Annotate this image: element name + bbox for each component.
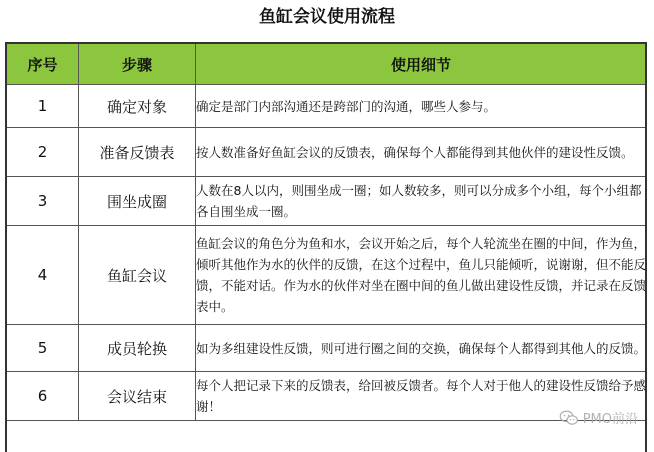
- table-row: [7, 128, 647, 177]
- process-table: [6, 43, 647, 421]
- row-index: 6: [7, 372, 79, 421]
- row-index: 3: [7, 177, 79, 226]
- row-step: 成员轮换: [79, 325, 196, 372]
- row-index: 5: [7, 325, 79, 372]
- page-title: 鱼缸会议使用流程: [259, 7, 395, 27]
- table-row: [7, 325, 647, 372]
- row-step: 确定对象: [79, 85, 196, 128]
- row-detail: 如为多组建设性反馈，则可进行圈之间的交换，确保每个人都得到其他人的反馈。: [196, 325, 647, 372]
- table-row: [7, 177, 647, 226]
- watermark-text: PMO前沿: [582, 412, 638, 427]
- row-index: 1: [7, 85, 79, 128]
- row-step: 围坐成圈: [79, 177, 196, 226]
- table-row: [7, 226, 647, 325]
- table-row: [7, 372, 647, 421]
- row-index: 2: [7, 128, 79, 177]
- row-step: 会议结束: [79, 372, 196, 421]
- table-row: [7, 85, 647, 128]
- row-detail: 每个人把记录下来的反馈表，给回被反馈者。每个人对于他人的建设性反馈给予感谢！: [196, 372, 647, 421]
- header-step: 步骤: [79, 44, 196, 85]
- row-detail: 鱼缸会议的角色分为鱼和水，会议开始之后，每个人轮流坐在圈的中间，作为鱼，倾听其他作为水的伙伴的反馈，在这个过程中，鱼儿只能倾听，说谢谢，但不能反馈，不能对话。作为水的伙伴对坐在圈中间的鱼儿做出建设性反馈，并记录在反馈表中。: [196, 226, 647, 325]
- row-step: 鱼缸会议: [79, 226, 196, 325]
- row-step: 准备反馈表: [79, 128, 196, 177]
- row-detail: 按人数准备好鱼缸会议的反馈表，确保每个人都能得到其他伙伴的建设性反馈。: [196, 128, 647, 177]
- watermark: [559, 408, 638, 427]
- table-header-row: [7, 44, 647, 85]
- wechat-icon: [559, 410, 579, 426]
- header-index: 序号: [7, 44, 79, 85]
- row-detail: 人数在8人以内，则围坐成一圈；如人数较多，则可以分成多个小组，每个小组都各自围坐成一圈。: [196, 177, 647, 226]
- row-index: 4: [7, 226, 79, 325]
- row-detail: 确定是部门内部沟通还是跨部门的沟通，哪些人参与。: [196, 85, 647, 128]
- header-detail: 使用细节: [196, 44, 647, 85]
